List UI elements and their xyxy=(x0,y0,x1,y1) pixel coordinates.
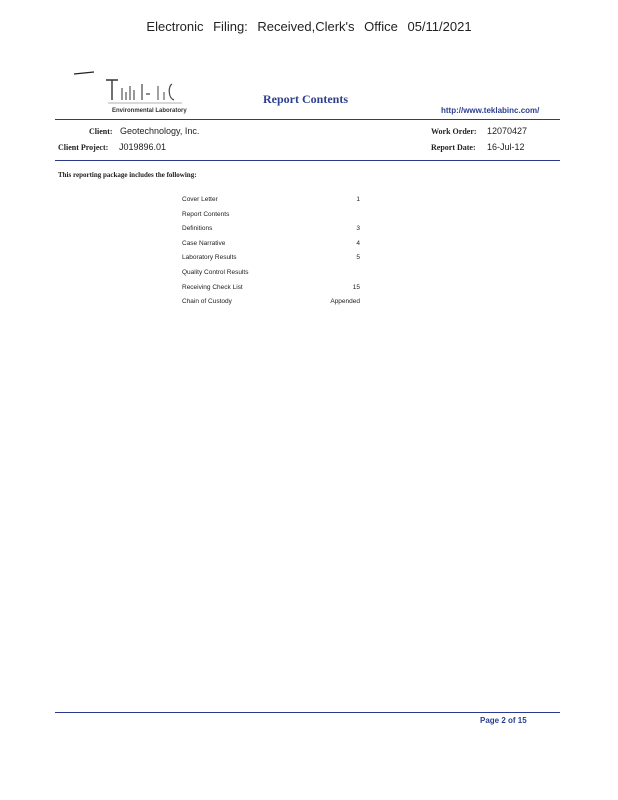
footer-rule xyxy=(55,712,560,713)
list-item xyxy=(182,254,360,269)
contents-item-name: Quality Control Results xyxy=(182,268,249,276)
company-url-link[interactable]: http://www.teklabinc.com/ xyxy=(441,106,540,115)
contents-item-page: 4 xyxy=(356,239,360,247)
work-order-value: 12070427 xyxy=(487,126,528,136)
contents-item-name: Cover Letter xyxy=(182,196,218,203)
list-item xyxy=(182,211,360,226)
contents-item-page: 1 xyxy=(356,196,360,203)
contents-item-name: Definitions xyxy=(182,225,213,233)
contents-item-page: 15 xyxy=(352,283,360,291)
page-number: Page 2 of 15 xyxy=(480,716,527,725)
logo-subtitle: Environmental Laboratory xyxy=(112,108,187,114)
work-order-label: Work Order: xyxy=(431,127,477,136)
client-project-label: Client Project: xyxy=(58,143,109,152)
contents-list xyxy=(182,196,360,313)
contents-item-name: Chain of Custody xyxy=(182,298,232,306)
header-top-rule xyxy=(55,119,560,120)
client-project-value: J019896.01 xyxy=(119,142,167,152)
client-label: Client: xyxy=(89,127,113,136)
contents-item-name: Receiving Check List xyxy=(182,283,243,291)
contents-item-page: 3 xyxy=(356,225,360,233)
header-bottom-rule xyxy=(55,160,560,161)
filing-stamp: Electronic Filing: Received,Clerk's Office 05/11/2021 xyxy=(146,19,472,34)
list-item xyxy=(182,225,360,240)
report-date-label: Report Date: xyxy=(431,143,476,152)
page-title: Report Contents xyxy=(263,92,348,106)
contents-item-page: Appended xyxy=(330,298,360,306)
contents-item-name: Laboratory Results xyxy=(182,254,237,262)
list-item xyxy=(182,269,360,284)
contents-item-name: Case Narrative xyxy=(182,239,226,247)
list-item xyxy=(182,298,360,313)
intro-text: This reporting package includes the following: xyxy=(58,171,197,179)
contents-item-name: Report Contents xyxy=(182,210,230,218)
report-date-value: 16-Jul-12 xyxy=(487,142,525,152)
list-item xyxy=(182,196,360,211)
list-item xyxy=(182,240,360,255)
client-value: Geotechnology, Inc. xyxy=(120,126,200,136)
contents-item-page: 5 xyxy=(356,254,360,262)
list-item xyxy=(182,284,360,299)
